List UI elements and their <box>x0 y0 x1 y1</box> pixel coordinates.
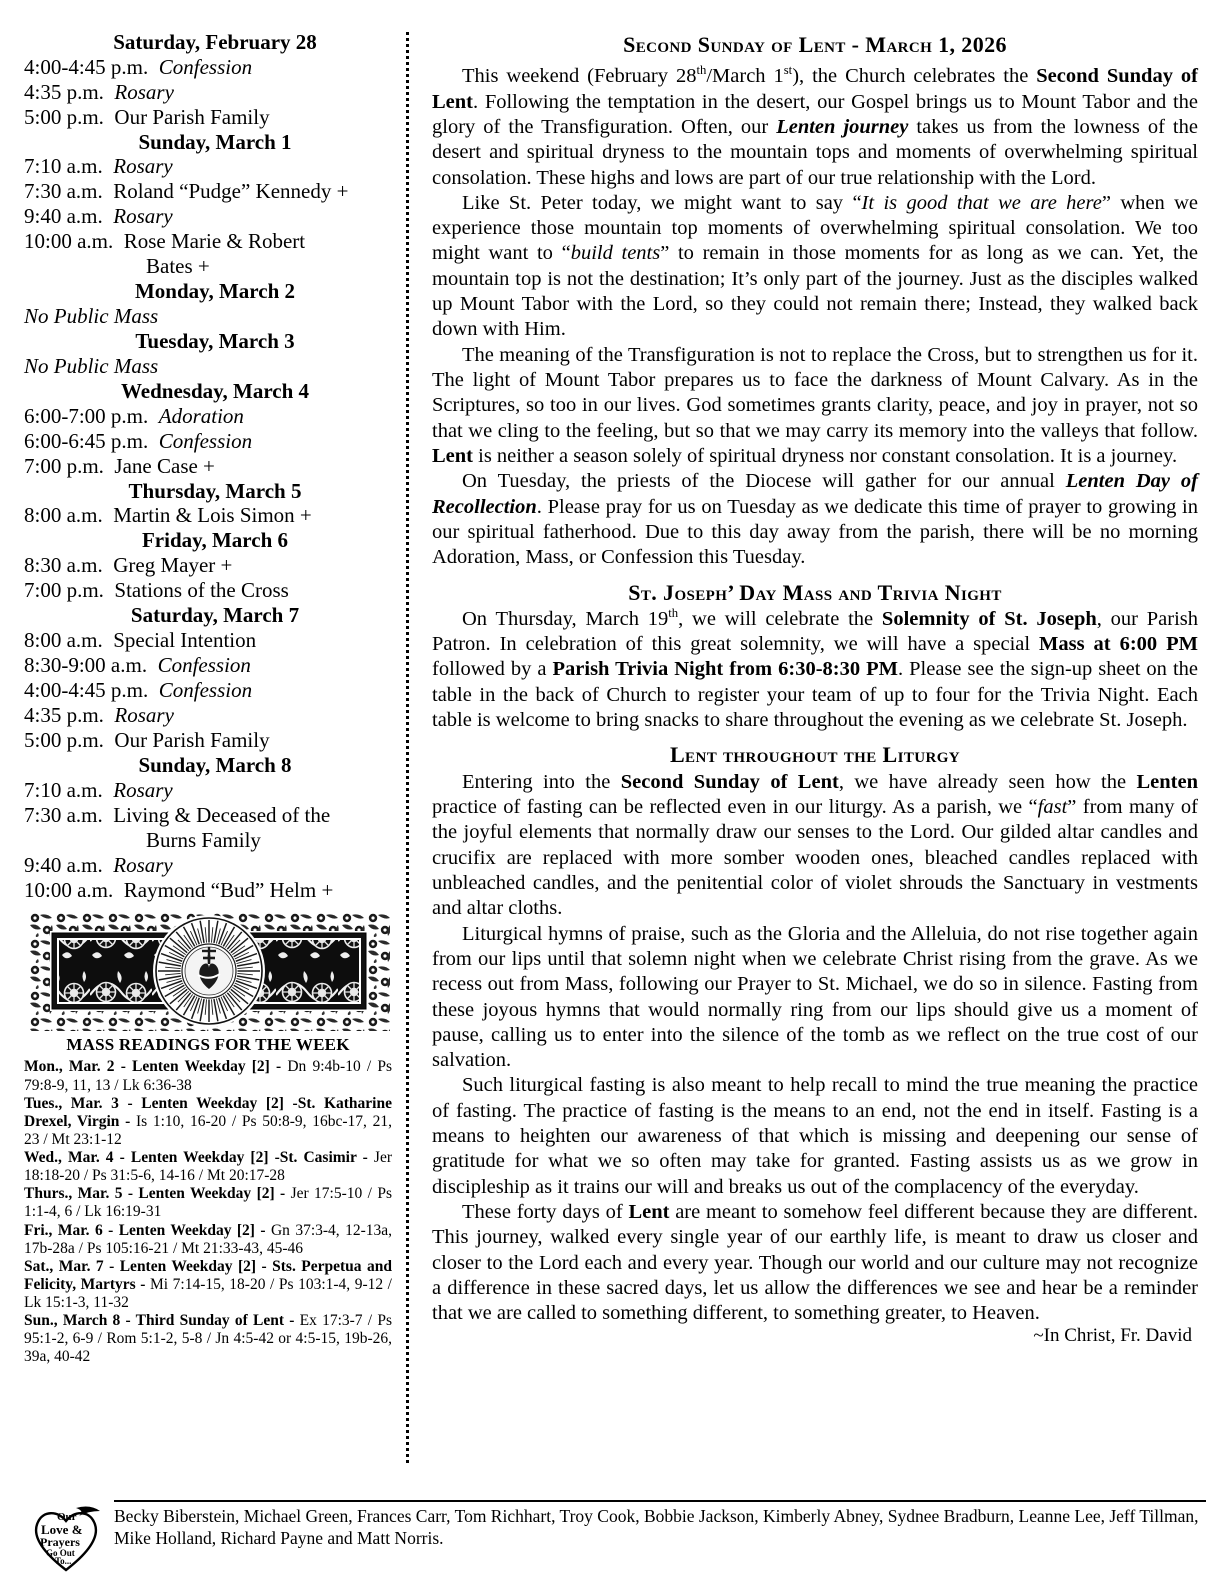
section-joseph-title: St. Joseph’ Day Mass and Trivia Night <box>628 579 1002 605</box>
heart-prayers-logo-icon <box>24 1498 108 1574</box>
schedule-entry-event: Jane Case + <box>114 453 215 478</box>
reading-label: Mon., Mar. 2 - Lenten Weekday [2] - <box>24 1058 282 1076</box>
sacred-heart-ornament-banner <box>28 911 390 1031</box>
reading-item <box>24 1312 392 1366</box>
article-title: Second Sunday of Lent - March 1, 2026 <box>623 32 1007 57</box>
reading-item <box>24 1222 392 1258</box>
schedule-day-heading: Sunday, March 1 <box>138 129 292 154</box>
column-divider <box>396 32 418 1485</box>
schedule-entry <box>24 728 392 753</box>
mass-schedule-column <box>24 30 396 1367</box>
schedule-entry <box>24 803 392 828</box>
reading-item <box>24 1095 392 1149</box>
schedule-entry-event: Rosary <box>113 204 173 229</box>
schedule-entry <box>24 703 392 728</box>
reading-item <box>24 1258 392 1312</box>
reading-item <box>24 1058 392 1094</box>
schedule-day-heading: Saturday, February 28 <box>113 30 317 54</box>
schedule-entry-time: 10:00 a.m. <box>24 877 114 902</box>
schedule-entry <box>24 80 392 105</box>
schedule-entry-event: Roland “Pudge” Kennedy + <box>113 179 349 204</box>
schedule-entry <box>24 503 392 528</box>
article-paragraph: These forty days of Lent are meant to somehow feel different because they are different. This journey, walked every single year of our earthly life, is meant to draw us closer and closer to the Lord each and every year. Though our world and our culture may not recognize a difference in these sacred days, let us allow the differences we see and hear be a reminder that we are called to something different, to something greater, to Heaven. <box>432 1201 1199 1325</box>
schedule-entry-time: 8:30-9:00 a.m. <box>24 652 148 677</box>
article-paragraph: On Thursday, March 19th, we will celebrate the Solemnity of St. Joseph, our Parish Patron. In celebration of this great solemnity, we will have a special Mass at 6:00 PM followed by a Parish Trivia Night from 6:30-8:30 PM. Please see the sign-up sheet on the table in the back of Church to register your team of up to four for the Trivia Night. Each table is welcome to bring snacks to share throughout the evening as we celebrate St. Joseph. <box>432 606 1198 732</box>
schedule-entry-time: 4:35 p.m. <box>24 702 104 727</box>
schedule-entry-event: Rosary <box>114 702 174 727</box>
article-paragraph: Like St. Peter today, we might want to say “It is good that we are here” when we experience those mountain top moments of overwhelming spiritual consolation. We too might want to “build tents” to remain in those moments for as long as we can. Yet, the mountain top is not the destination; It’s only part of the journey. Just as the disciples walked up Mount Tabor with the Lord, so they could not remain there; Instead, they walked back down with Him. <box>432 191 1199 341</box>
reading-citation: Dn 9:4b-10 / Ps 79:8-9, 11, 13 / Lk 6:36-38 <box>24 1058 392 1094</box>
schedule-entry <box>24 454 392 479</box>
svg-text:Go Out: Go Out <box>46 1548 75 1558</box>
reading-item <box>24 1185 392 1221</box>
schedule-entry-time: 9:40 a.m. <box>24 204 103 229</box>
article-paragraph: Liturgical hymns of praise, such as the Gloria and the Alleluia, do not rise together again from our lips until that solemn night when we celebrate Christ rising from the grave. As we recess out from Mass, following our Prayer to St. Michael, we do so in silence. Fasting from these joyous hymns that would normally ring from our lips should give us a moment of pause, calling us to enter into the silence of the tomb as we reflect on the true cost of our salvation. <box>432 922 1198 1072</box>
schedule-entry-time: 8:30 a.m. <box>24 553 103 578</box>
schedule-entry-event: Confession <box>158 677 253 702</box>
schedule-entry-event: Rose Marie & Robert <box>123 229 306 254</box>
schedule-entry-event: Special Intention <box>113 627 257 652</box>
schedule-entry-time: 7:10 a.m. <box>24 777 103 802</box>
reading-label: Thurs., Mar. 5 - Lenten Weekday [2] - <box>24 1185 286 1203</box>
schedule-note: No Public Mass <box>24 304 159 329</box>
schedule-entry-time: 7:00 p.m. <box>24 578 104 603</box>
reading-citation: Ex 17:3-7 / Ps 95:1-2, 6-9 / Rom 5:1-2, 5-8 / Jn 4:5-42 or 4:5-15, 19b-26, 39a, 40-42 <box>24 1312 392 1366</box>
article-paragraph: Such liturgical fasting is also meant to help recall to mind the true meaning the practice of fasting. The practice of fasting is the means to an end, not the end in itself. Fasting is a means to heighten our awareness of that which is missing and deepening our sense of gratitude for what we so often may take for granted. Fasting assists us as we grow in discipleship as it trains our will and breaks us out of the complacency of the everyday. <box>432 1074 1198 1198</box>
svg-text:Love &: Love & <box>41 1522 83 1537</box>
reading-label: Tues., Mar. 3 - Lenten Weekday [2] -St. Katharine Drexel, Virgin - <box>24 1094 392 1130</box>
schedule-entry-event: Rosary <box>114 79 174 104</box>
article-column <box>418 30 1200 1347</box>
schedule-entry <box>24 229 392 254</box>
schedule-entry-time: 7:10 a.m. <box>24 154 103 179</box>
reading-citation: Gn 37:3-4, 12-13a, 17b-28a / Ps 105:16-21 / Mt 21:33-43, 45-46 <box>24 1221 392 1257</box>
schedule-entry <box>24 628 392 653</box>
schedule-entry <box>24 179 392 204</box>
reading-citation: Jer 17:5-10 / Ps 1:1-4, 6 / Lk 16:19-31 <box>24 1185 393 1221</box>
schedule-entry-time: 6:00-7:00 p.m. <box>24 403 149 428</box>
schedule-entry-event: Raymond “Bud” Helm + <box>123 877 334 902</box>
article-paragraph: The meaning of the Transfiguration is not to replace the Cross, but to strengthen us for it. The light of Mount Tabor prepares us to face the darkness of Mount Calvary. As in the Scriptures, so too in our lives. God sometimes grants clarity, peace, and joy in prayer, not so that we cling to the feeling, but so that we may carry its memory into the valleys that follow. Lent is neither a season solely of spiritual dryness nor constant consolation. It is a journey. <box>432 343 1198 467</box>
schedule-entry <box>24 653 392 678</box>
schedule-entry-event: Our Parish Family <box>114 727 270 752</box>
schedule-entry-event: Rosary <box>113 154 173 179</box>
schedule-entry-time: 8:00 a.m. <box>24 503 103 528</box>
schedule-entry <box>24 578 392 603</box>
section-liturgy-title: Lent throughout the Liturgy <box>669 742 961 768</box>
dotted-vertical-divider-icon <box>406 32 409 1464</box>
svg-text:Prayers: Prayers <box>40 1535 80 1549</box>
schedule-day-heading: Sunday, March 8 <box>138 752 292 777</box>
schedule-day-heading: Saturday, March 7 <box>130 603 300 628</box>
schedule-entry-time: 4:35 p.m. <box>24 79 104 104</box>
schedule-entry-time: 10:00 a.m. <box>24 229 114 254</box>
schedule-entry-time: 5:00 p.m. <box>24 727 104 752</box>
schedule-entry <box>24 553 392 578</box>
schedule-entry-event: Rosary <box>113 777 173 802</box>
schedule-note: No Public Mass <box>24 353 159 378</box>
schedule-entry-continuation: Burns Family <box>146 827 261 852</box>
article-paragraph: This weekend (February 28th/March 1st), the Church celebrates the Second Sunday of Lent. Following the temptation in the desert, our Gospel brings us to Mount Tabor and the glory of the Transfiguration. Often, our Lenten journey takes us from the lowness of the desert and spiritual dryness to the mountain tops and moments of overwhelming spiritual consolation. These highs and lows are part of our true relationship with the Lord. <box>432 63 1198 189</box>
reading-citation: Is 1:10, 16-20 / Ps 50:8-9, 16bc-17, 21, 23 / Mt 23:1-12 <box>24 1112 392 1148</box>
mass-schedule-list <box>24 30 392 902</box>
schedule-entry-event: Stations of the Cross <box>114 578 289 603</box>
schedule-day-heading: Wednesday, March 4 <box>120 378 310 403</box>
footer-divider-rule <box>114 1500 1206 1502</box>
section-liturgy-body <box>432 770 1198 1327</box>
schedule-entry-time: 7:30 a.m. <box>24 179 103 204</box>
schedule-entry-event: Rosary <box>113 852 173 877</box>
schedule-entry-time: 4:00-4:45 p.m. <box>24 677 149 702</box>
footer-body <box>108 1496 1206 1550</box>
prayer-names-list: Becky Biberstein, Michael Green, Frances Carr, Tom Richhart, Troy Cook, Bobbie Jackson, Kimberly Abney, Sydnee Bradburn, Leanne Lee, Jeff Tillman, Mike Holland, Richard Payne and Matt Norris. <box>114 1506 1199 1548</box>
schedule-entry <box>24 778 392 803</box>
reading-citation: Mi 7:14-15, 18-20 / Ps 103:1-4, 9-12 / Lk 15:1-3, 11-32 <box>24 1275 392 1312</box>
schedule-entry-event: Greg Mayer + <box>113 553 233 578</box>
schedule-entry-time: 8:00 a.m. <box>24 627 103 652</box>
schedule-entry-time: 6:00-6:45 p.m. <box>24 428 149 453</box>
article-paragraph: On Tuesday, the priests of the Diocese will gather for our annual Lenten Day of Recollection. Please pray for us on Tuesday as we dedicate this time of prayer to growing in our spiritual fatherhood. Due to this day away from the parish, there will be no morning Adoration, Mass, or Confession this Tuesday. <box>432 470 1199 569</box>
schedule-entry <box>24 154 392 179</box>
readings-title: MASS READINGS FOR THE WEEK <box>66 1035 350 1055</box>
schedule-entry <box>24 204 392 229</box>
schedule-entry <box>24 404 392 429</box>
schedule-day-heading: Tuesday, March 3 <box>135 329 295 354</box>
schedule-entry <box>24 429 392 454</box>
svg-text:To...: To... <box>55 1556 72 1566</box>
schedule-day-heading: Monday, March 2 <box>134 279 296 304</box>
section-joseph-body <box>432 607 1198 734</box>
schedule-entry <box>24 105 392 130</box>
article-paragraph: Entering into the Second Sunday of Lent, we have already seen how the Lenten practice of fasting can be reflected even in our liturgy. As a parish, we “fast” from many of the joyful elements that normally draw our senses to the Lord. Our gilded altar candles and crucifix are replaced with more somber wooden ones, bleached candles replaced with unbleached candles, and the penitential color of violet shrouds the Sanctuary in vestments and altar cloths. <box>432 770 1198 920</box>
schedule-entry-time: 9:40 a.m. <box>24 852 103 877</box>
reading-label: Sat., Mar. 7 - Lenten Weekday [2] - Sts. Perpetua and Felicity, Martyrs - <box>24 1257 392 1293</box>
article-signoff: ~In Christ, Fr. David <box>1033 1324 1192 1346</box>
schedule-entry <box>24 678 392 703</box>
page-columns <box>24 30 1200 1485</box>
reading-item <box>24 1149 392 1185</box>
reading-citation: Jer 18:18-20 / Ps 31:5-6, 14-16 / Mt 20:17-28 <box>24 1149 392 1185</box>
schedule-entry <box>24 55 392 80</box>
schedule-entry-event: Our Parish Family <box>114 104 270 129</box>
schedule-entry-time: 5:00 p.m. <box>24 104 104 129</box>
reading-label: Wed., Mar. 4 - Lenten Weekday [2] -St. Casimir - <box>24 1149 368 1167</box>
schedule-entry-time: 7:00 p.m. <box>24 453 104 478</box>
schedule-entry <box>24 853 392 878</box>
prayer-list-footer <box>24 1496 1206 1574</box>
schedule-entry-event: Martin & Lois Simon + <box>113 503 312 528</box>
schedule-entry-time: 7:30 a.m. <box>24 802 103 827</box>
schedule-entry-event: Living & Deceased of the <box>113 802 331 827</box>
readings-list <box>24 1058 392 1366</box>
schedule-entry-event: Confession <box>158 54 253 79</box>
schedule-day-heading: Thursday, March 5 <box>128 478 302 503</box>
reading-label: Fri., Mar. 6 - Lenten Weekday [2] - <box>24 1221 266 1239</box>
schedule-entry-event: Confession <box>158 428 253 453</box>
schedule-entry-continuation: Bates + <box>146 254 210 279</box>
schedule-entry-time: 4:00-4:45 p.m. <box>24 54 149 79</box>
reading-label: Sun., March 8 - Third Sunday of Lent - <box>24 1312 295 1330</box>
schedule-entry-event: Confession <box>157 652 251 677</box>
article-body <box>432 64 1198 570</box>
schedule-day-heading: Friday, March 6 <box>141 528 288 553</box>
svg-text:Our: Our <box>57 1511 77 1523</box>
schedule-entry <box>24 878 392 903</box>
schedule-entry-event: Adoration <box>158 403 244 428</box>
